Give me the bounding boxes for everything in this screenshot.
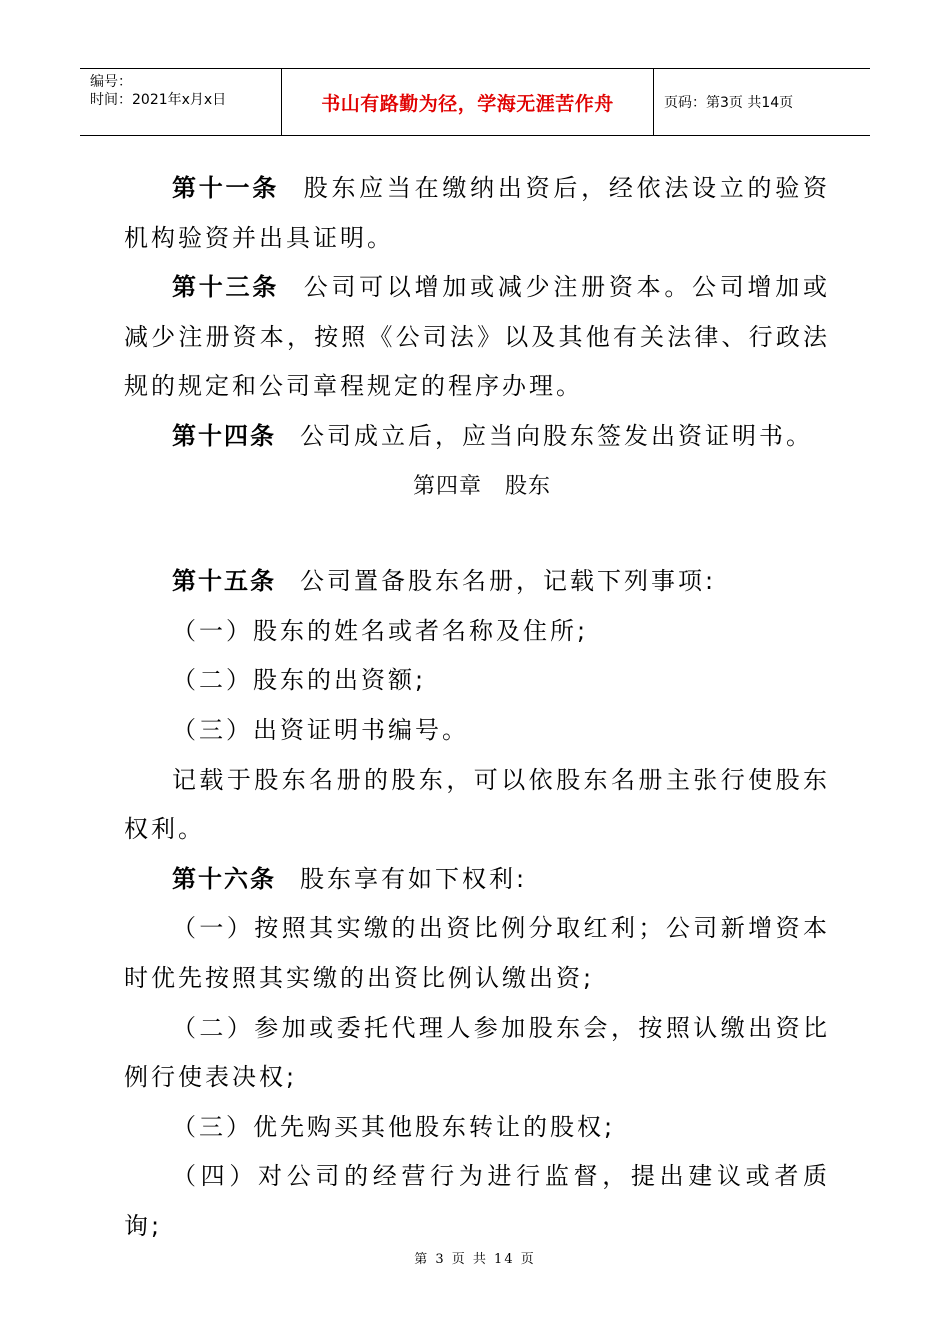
page-header [80,68,870,136]
article-paragraph [124,855,830,905]
document-body [124,164,830,1251]
article-paragraph [124,557,830,607]
article-title: 第十一条 [172,174,279,202]
list-item: （二）股东的出资额; [172,666,427,695]
header-page-cell [654,69,870,135]
article-paragraph [124,164,830,263]
article-title: 第十六条 [172,864,276,893]
list-item: （一）股东的姓名或者名称及住所; [172,616,589,645]
article-text: 公司可以增加或减少注册资本。公司增加或减少注册资本，按照《公司法》以及其他有关法律、行政法规的规定和公司章程规定的程序办理。 [124,273,831,401]
list-item: （三）优先购买其他股东转让的股权; [172,1112,616,1141]
time-label: 时间：2021年x月x日 [90,92,227,108]
article-text: 股东享有如下权利: [300,864,528,893]
header-motto-cell [282,69,654,135]
article-paragraph [124,263,830,412]
page-footer: 第 3 页 共 14 页 [414,1252,536,1267]
article-text: 公司置备股东名册，记载下列事项: [300,567,717,596]
article-closing-paragraph: 记载于股东名册的股东，可以依股东名册主张行使股东权利。 [124,765,830,844]
header-page-info: 页码：第3页 共14页 [664,95,794,111]
article-title: 第十三条 [172,273,279,302]
list-item: （一）按照其实缴的出资比例分取红利；公司新增资本时优先按照其实缴的出资比例认缴出资; [124,914,830,992]
article-paragraph [124,412,830,462]
article-text: 股东应当在缴纳出资后，经依法设立的验资机构验资并出具证明。 [124,174,831,252]
header-meta-cell [80,69,282,135]
list-item: （三）出资证明书编号。 [172,715,469,744]
article-text: 公司成立后，应当向股东签发出资证明书。 [300,421,813,450]
article-title: 第十五条 [172,567,276,596]
list-item: （二）参加或委托代理人参加股东会，按照认缴出资比例行使表决权; [124,1013,830,1092]
chapter-title: 第四章 股东 [412,473,551,499]
list-item: （四）对公司的经营行为进行监督，提出建议或者质询; [124,1162,830,1240]
serial-number-label: 编号： [90,74,132,90]
motto-text: 书山有路勤为径，学海无涯苦作舟 [321,92,614,115]
article-title: 第十四条 [172,421,276,450]
